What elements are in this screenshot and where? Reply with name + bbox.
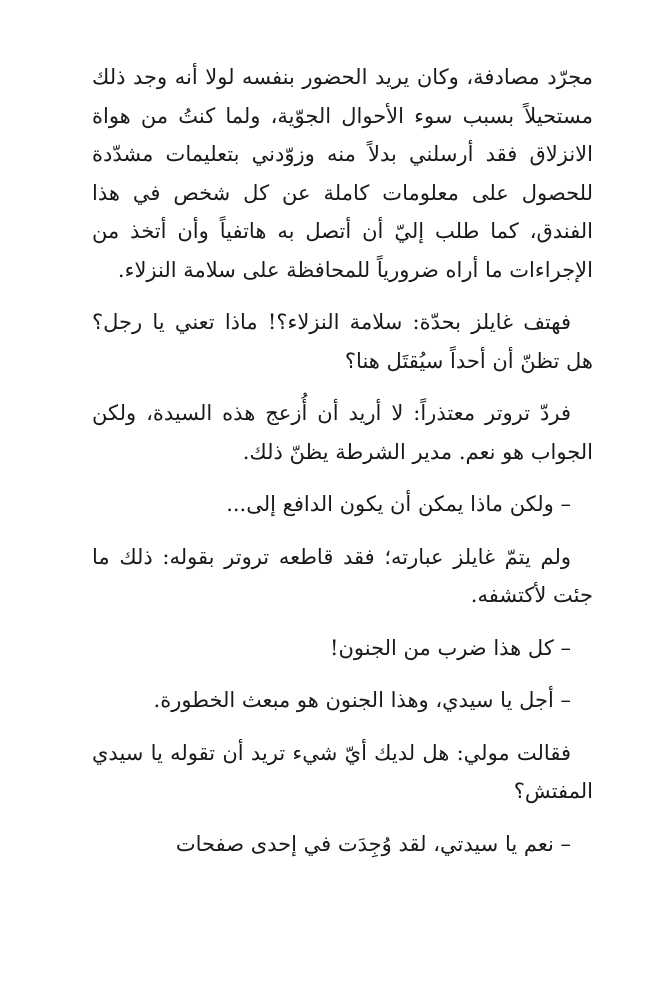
paragraph-molly-asks: فقالت مولي: هل لديك أيّ شيء تريد أن تقوله يا سيدي المفتش؟: [92, 740, 593, 803]
paragraph-dialogue-danger: – أجل يا سيدي، وهذا الجنون هو مبعث الخطورة.: [153, 688, 571, 712]
paragraph-trotter-apologizes: فردّ تروتر معتذراً: لا أريد أن أُزعج هذه السيدة، ولكن الجواب هو نعم. مدير الشرطة يظنّ ذلك.: [92, 401, 593, 464]
paragraph-giles-exclaims: فهتف غايلز بحدّة: سلامة النزلاء؟! ماذا تعني يا رجل؟ هل تظنّ أن أحداً سيُقتَل هنا؟: [92, 310, 593, 373]
paragraph-continuation: مجرّد مصادفة، وكان يريد الحضور بنفسه لولا أنه وجد ذلك مستحيلاً بسبب سوء الأحوال الجوّية، ولما كنتُ من هواة الانزلاق فقد أرسلني بدلاً منه وزوّدني بتعليمات مشدّدة للحصول على معلومات كاملة عن كل شخص في هذا الفندق، كما طلب إليّ أن أتصل به هاتفياً وأن أتخذ من الإجراءات ما أراه ضرورياً للمحافظة على سلامة النزلاء.: [92, 65, 593, 282]
paragraph-trotter-interrupts: ولم يتمّ غايلز عبارته؛ فقد قاطعه تروتر بقوله: ذلك ما جئت لأكتشفه.: [92, 544, 593, 607]
paragraph-dialogue-madness: – كل هذا ضرب من الجنون!: [330, 635, 571, 660]
paragraph-dialogue-found: – نعم يا سيدتي، لقد وُجِدَت في إحدى صفحات: [175, 831, 571, 856]
paragraph-dialogue-motive: – ولكن ماذا يمكن أن يكون الدافع إلى...: [226, 492, 571, 516]
